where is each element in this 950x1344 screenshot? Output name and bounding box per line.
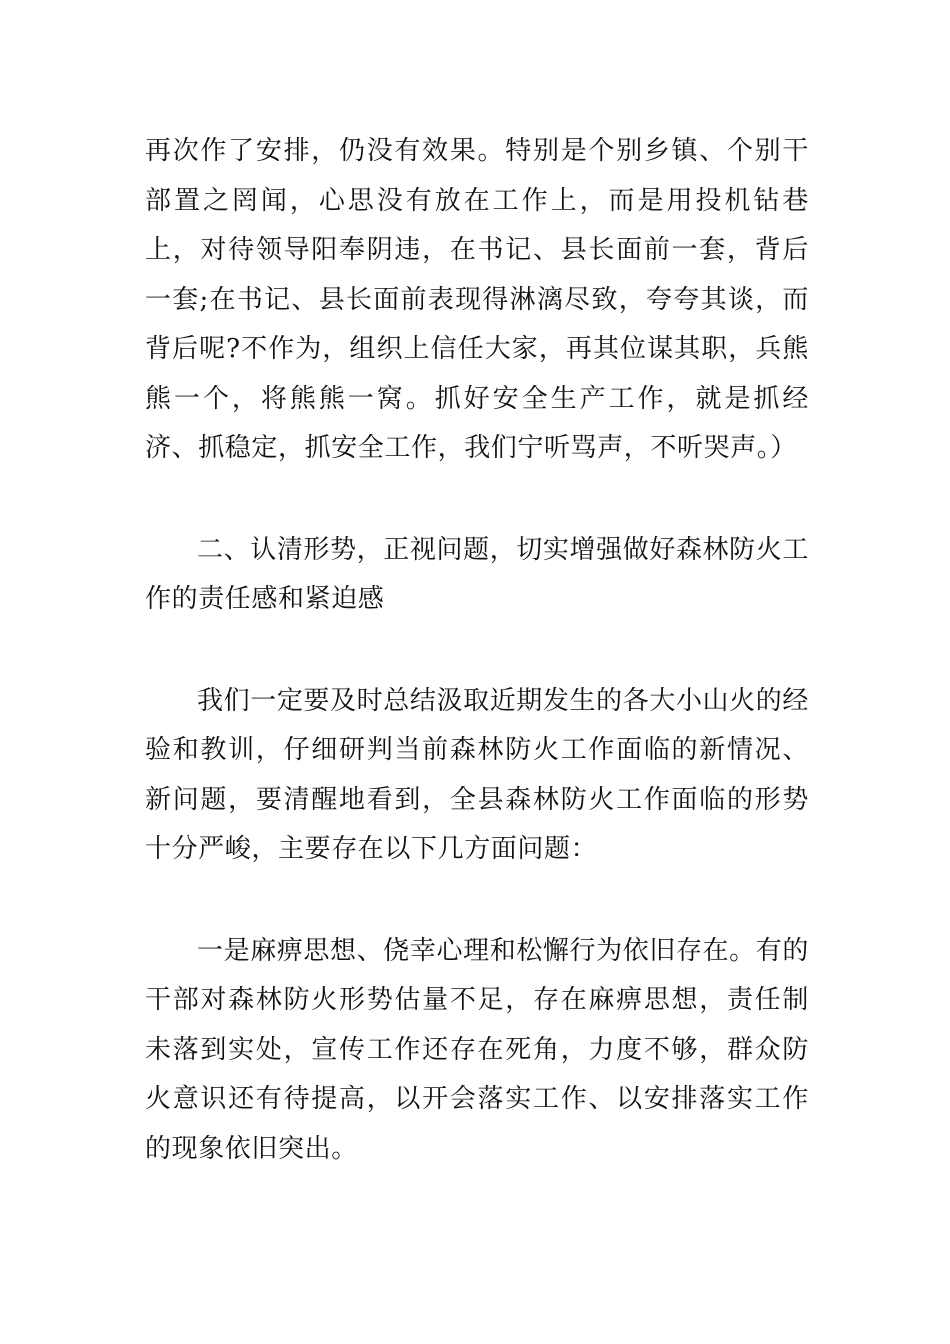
document-body bbox=[145, 127, 809, 1226]
paragraph-problem-one: 一是麻痹思想、侥幸心理和松懈行为依旧存在。有的干部对森林防火形势估量不足，存在麻痹思想，责任制未落到实处，宣传工作还存在死角，力度不够，群众防火意识还有待提高，以开会落实工作、以安排落实工作的现象依旧突出。 bbox=[145, 935, 809, 1164]
paragraph-situation: 我们一定要及时总结汲取近期发生的各大小山火的经验和教训，仔细研判当前森林防火工作面临的新情况、新问题，要清醒地看到，全县森林防火工作面临的形势十分严峻，主要存在以下几方面问题： bbox=[145, 685, 809, 864]
paragraph-continuation: 再次作了安排，仍没有效果。特别是个别乡镇、个别干部置之罔闻，心思没有放在工作上，而是用投机钻巷上，对待领导阳奉阴违，在书记、县长面前一套，背后一套;在书记、县长面前表现得淋漓尽致，夸夸其谈，而背后呢?不作为，组织上信任大家，再其位谋其职，兵熊熊一个，将熊熊一窝。抓好安全生产工作，就是抓经济、抓稳定，抓安全工作，我们宁听骂声，不听哭声。） bbox=[145, 136, 809, 463]
section-heading: 二、认清形势，正视问题，切实增强做好森林防火工作的责任感和紧迫感 bbox=[145, 534, 809, 614]
